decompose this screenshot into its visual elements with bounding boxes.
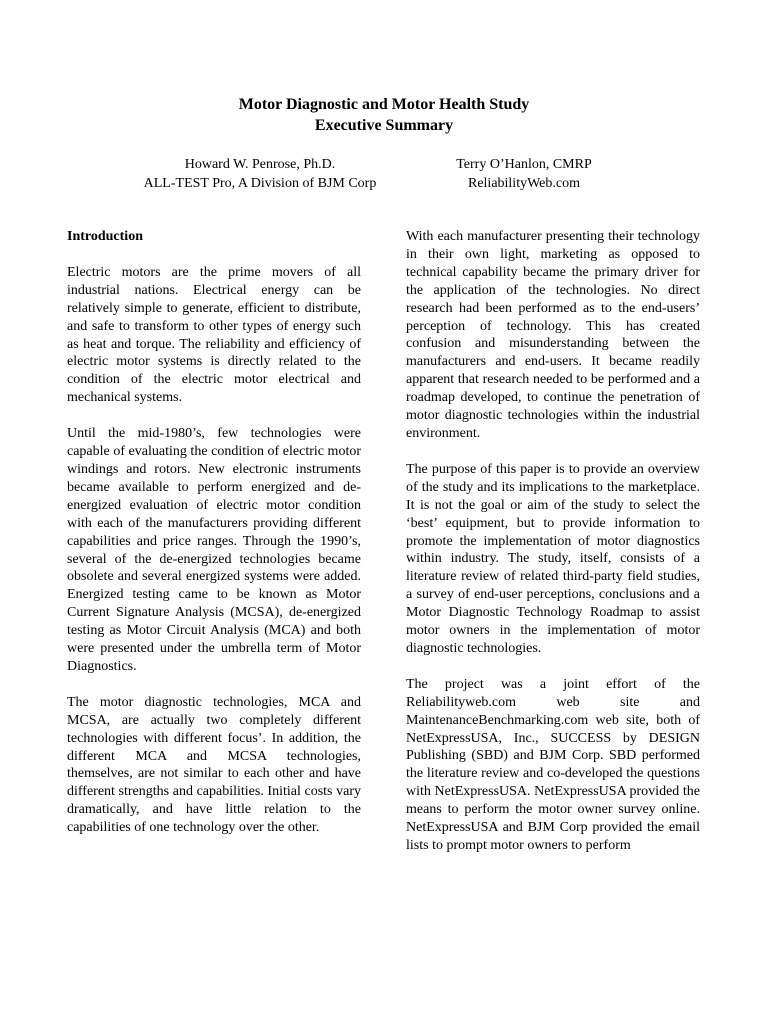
author-block-1 [110,155,410,193]
paragraph: The motor diagnostic technologies, MCA and MCSA, are actually two completely different technologies with different focus’. In addition, the different MCA and MCSA technologies, themselves, are not similar to each other and have different strengths and capabilities. Initial costs vary dramatically, and have little relation to the capabilities of one technology over the other. [67,694,361,836]
author-affiliation: ReliabilityWeb.com [467,176,580,191]
left-column [67,228,361,855]
author-name: Terry O’Hanlon, CMRP [456,157,592,172]
author-name: Howard W. Penrose, Ph.D. [184,157,336,172]
author-affiliation: ALL-TEST Pro, A Division of BJM Corp [143,176,377,191]
page-title [0,94,768,136]
paragraph: With each manufacturer presenting their technology in their own light, marketing as opposed to technical capability became the primary driver for the application of the technologies. No direct research had been performed as to the end-users’ perception of technology. This has created confusion and misunderstanding between the manufacturers and end-users. It became readily apparent that research needed to be performed and a roadmap developed, to continue the penetration of motor diagnostic technologies within the industrial environment. [406,229,700,441]
section-heading: Introduction [67,229,143,244]
paragraph: The project was a joint effort of the Reliabilityweb.com web site and MaintenanceBenchmarking.com web site, both of NetExpressUSA, Inc., SUCCESS by DESIGN Publishing (SBD) and BJM Corp. SBD performed the literature review and co-developed the questions with NetExpressUSA. NetExpressUSA provided the means to perform the motor owner survey online. NetExpressUSA and BJM Corp provided the email lists to prompt motor owners to perform [406,676,700,853]
paragraph: Until the mid-1980’s, few technologies were capable of evaluating the condition of electric motor windings and rotors. New electronic instruments became available to perform energized and de-energized evaluation of electric motor condition with each of the manufacturers providing different capabilities and price ranges. Through the 1990’s, several of the de-energized technologies became obsolete and several energized systems were added. Energized testing came to be known as Motor Current Signature Analysis (MCSA), de-energized testing as Motor Circuit Analysis (MCA) and both were presented under the umbrella term of Motor Diagnostics. [67,426,361,674]
author-block-2 [374,155,674,193]
right-column [406,228,700,873]
paragraph: The purpose of this paper is to provide an overview of the study and its implications to the marketplace. It is not the goal or aim of the study to select the ‘best’ equipment, but to provide information to promote the implementation of motor diagnostics within industry. The study, itself, consists of a literature review of related third-party field studies, a survey of end-user perceptions, conclusions and a Motor Diagnostic Technology Roadmap to assist motor owners in the implementation of motor diagnostic technologies. [406,461,700,656]
title-line-2: Executive Summary [314,117,454,134]
title-line-1: Motor Diagnostic and Motor Health Study [238,96,530,113]
paragraph: Electric motors are the prime movers of all industrial nations. Electrical energy can be relatively simple to generate, efficient to distribute, and safe to transform to other types of energy such as heat and torque. The reliability and efficiency of electric motor systems is directly related to the condition of the electric motor electrical and mechanical systems. [67,264,361,406]
